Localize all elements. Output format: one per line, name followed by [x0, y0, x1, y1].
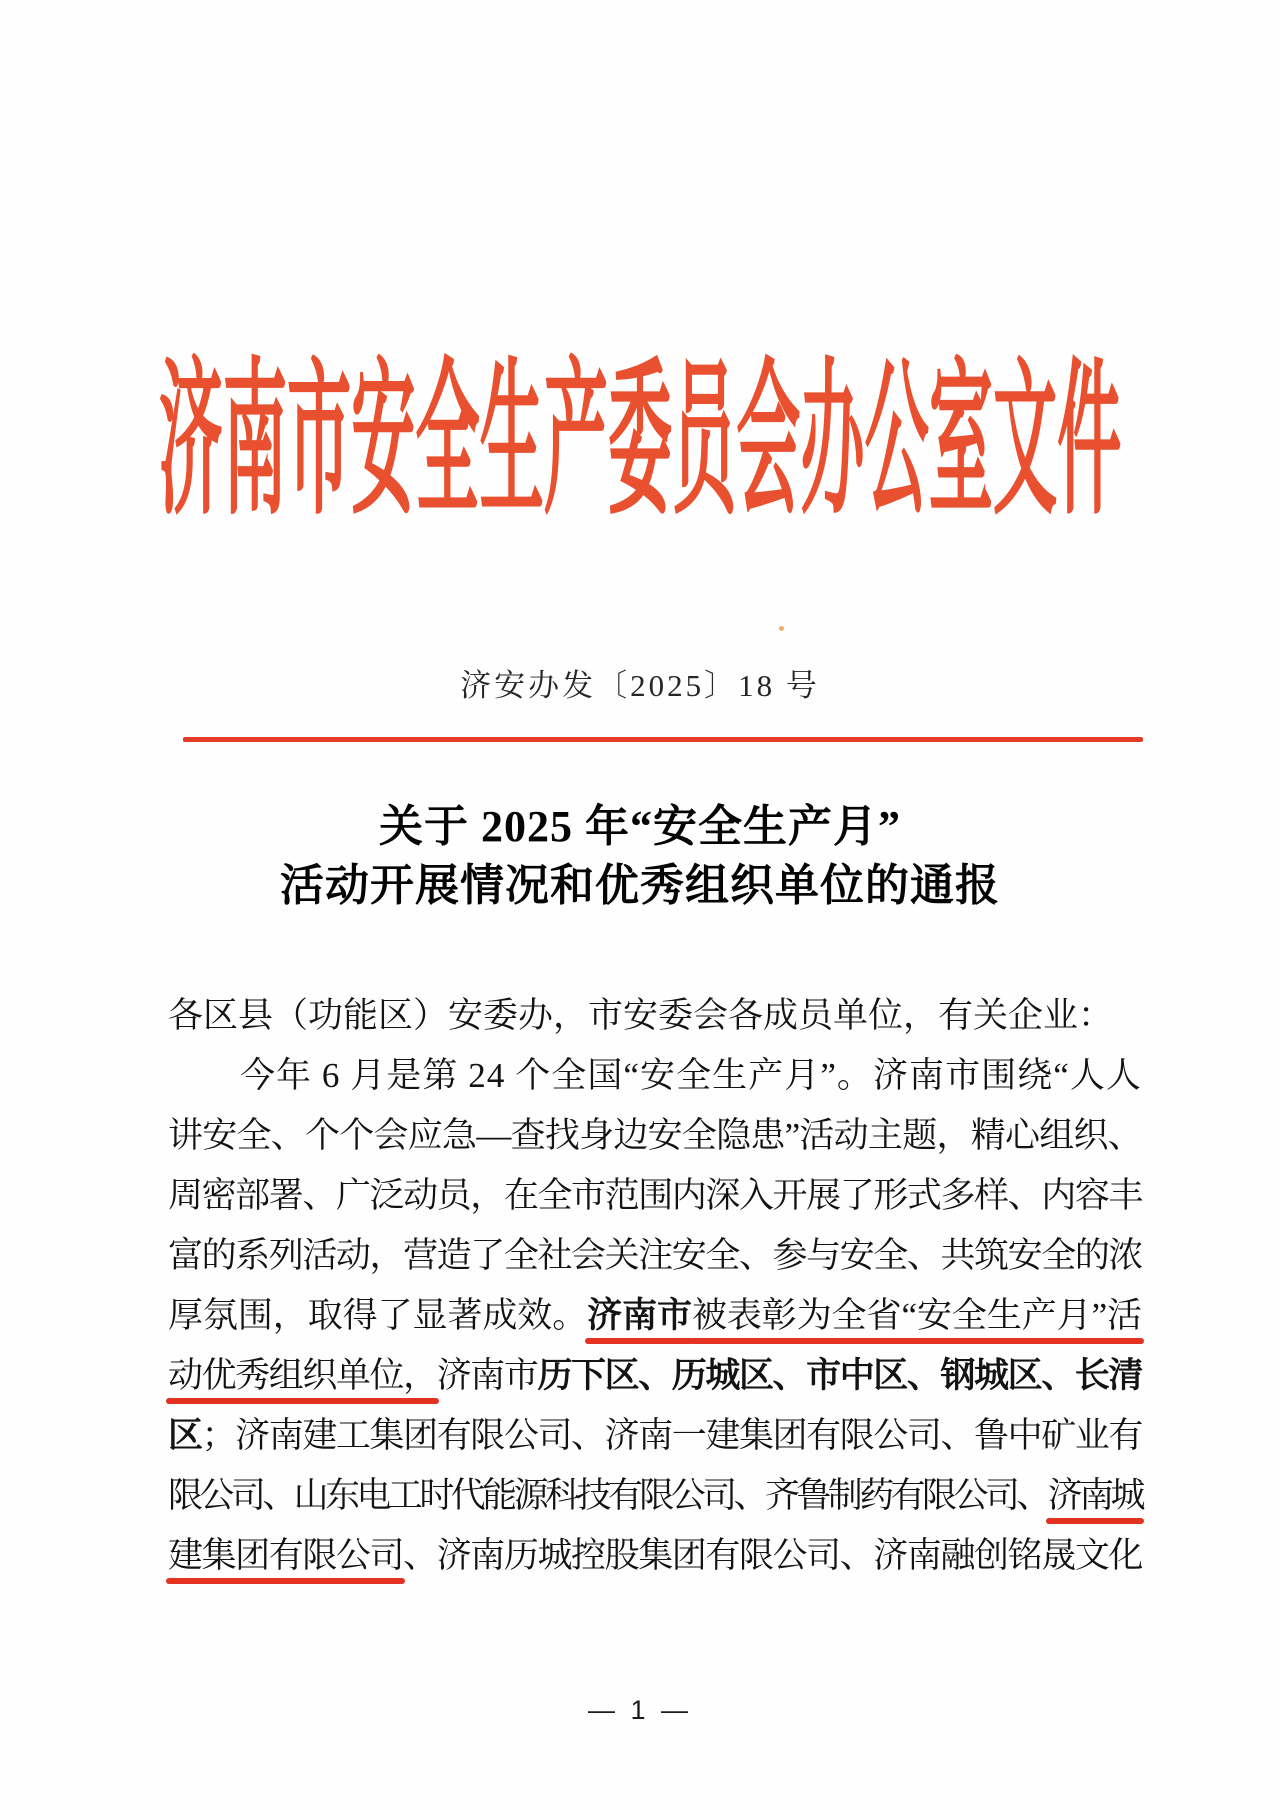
body-text: 各区县（功能区）安委办，市安委会各成员单位，有关企业： — [168, 996, 1114, 1035]
body-line-content — [168, 1296, 1142, 1335]
body-line-content — [168, 996, 1113, 1035]
body-text: 、济南历城控股集团有限公司、济南融创铭晟文化 — [403, 1536, 1142, 1575]
page-number: — 1 — — [587, 1695, 693, 1725]
issuing-org-title: 济南市安全生产委员会办公室文件 — [158, 349, 1122, 535]
red-divider-rule — [183, 737, 1143, 742]
document-title-line2: 活动开展情况和优秀组织单位的通报 — [280, 861, 1000, 910]
red-underlined-text: 被表彰为全省“安全生产月”活 — [691, 1296, 1142, 1335]
body-text: 讲安全、个个会应急—查找身边安全隐患”活动主题，精心组织、 — [168, 1116, 1142, 1155]
red-underlined-text: 动优秀组织单位， — [168, 1356, 437, 1395]
body-text: 限公司、山东电工时代能源科技有限公司、齐鲁制药有限公司、 — [168, 1476, 1048, 1515]
red-underlined-text: 济南市 — [587, 1296, 692, 1335]
scan-speck — [779, 626, 784, 631]
body-line-content — [168, 1416, 1142, 1455]
document-title-line1: 关于 2025 年“安全生产月” — [379, 802, 901, 851]
body-line — [168, 1166, 1142, 1226]
body-line — [168, 1046, 1142, 1106]
document-title — [0, 797, 1280, 915]
body-line-content — [168, 1536, 1142, 1575]
body-line — [168, 1346, 1142, 1406]
body-line — [168, 1406, 1142, 1466]
body-text: 厚氛围，取得了显著成效。 — [168, 1296, 588, 1335]
body-line-content — [168, 1476, 1142, 1515]
body-text: 富的系列活动，营造了全社会关注安全、参与安全、共筑安全的浓 — [168, 1236, 1142, 1275]
red-underlined-text: 济南城 — [1047, 1476, 1142, 1515]
bold-text: 区 — [168, 1416, 202, 1455]
red-underlined-text: 建集团有限公司 — [168, 1536, 404, 1575]
body-line-content — [168, 1116, 1142, 1155]
body-text: 周密部署、广泛动员，在全市范围内深入开展了形式多样、内容丰 — [168, 1176, 1142, 1215]
body-text: 济南市 — [436, 1356, 538, 1395]
body-line — [168, 1466, 1142, 1526]
document-number: 济安办发〔2025〕18 号 — [460, 668, 820, 703]
body-line — [168, 1286, 1142, 1346]
body-line-content — [240, 1056, 1142, 1095]
body-line — [168, 1526, 1142, 1586]
red-header-banner — [0, 349, 1280, 535]
body-line-content — [168, 1236, 1142, 1275]
bold-text: 历下区、历城区、市中区、钢城区、长清 — [537, 1356, 1142, 1395]
body-text-block — [168, 986, 1142, 1586]
body-line — [168, 1106, 1142, 1166]
body-text: ；济南建工集团有限公司、济南一建集团有限公司、鲁中矿业有 — [201, 1416, 1142, 1455]
body-text: 今年 6 月是第 24 个全国“安全生产月”。济南市围绕“人人 — [240, 1056, 1142, 1095]
body-line-content — [168, 1176, 1142, 1215]
body-line — [168, 1226, 1142, 1286]
body-line — [168, 986, 1142, 1046]
body-line-content — [168, 1356, 1142, 1395]
